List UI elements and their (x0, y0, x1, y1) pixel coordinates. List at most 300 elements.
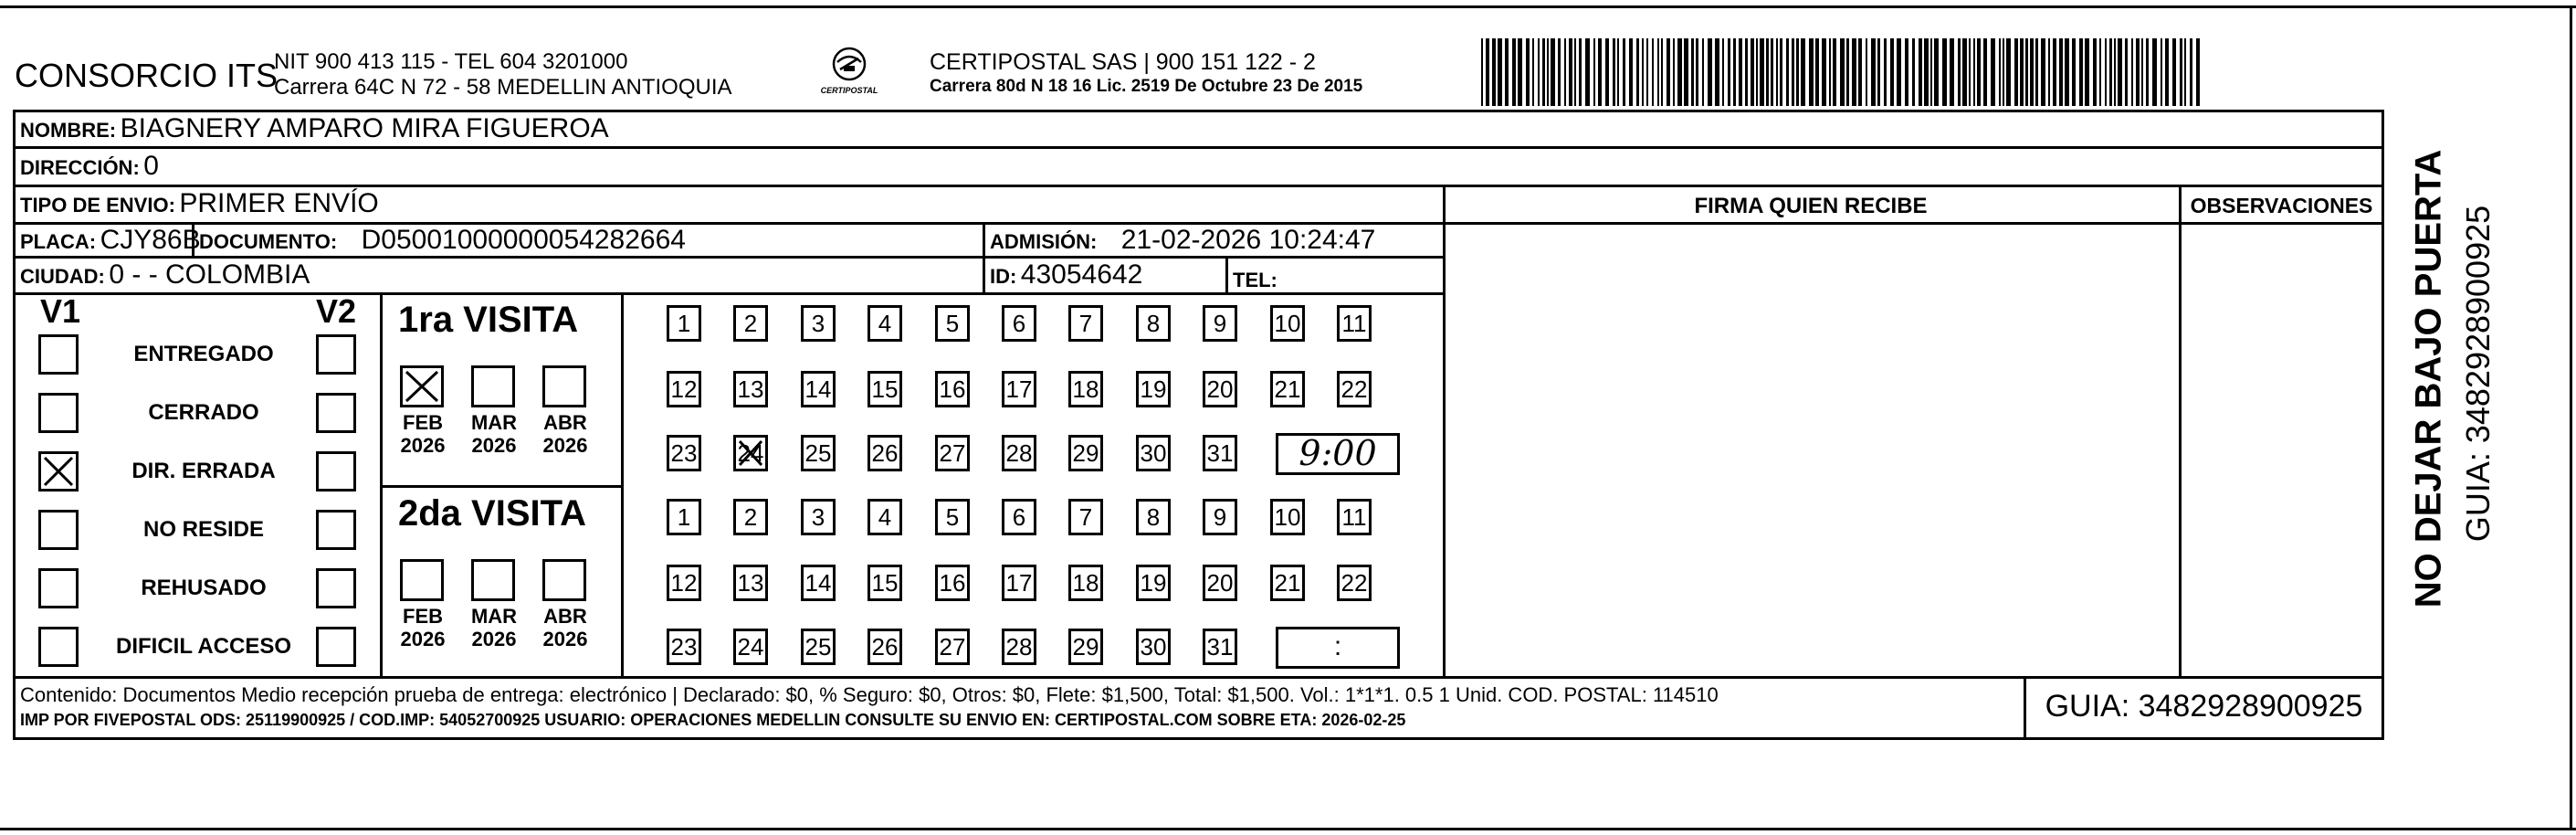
cell-divider (1225, 256, 1228, 292)
day-number: 17 (1005, 375, 1033, 403)
admision-label: ADMISIÓN: (990, 230, 1098, 253)
barcode-bar (1905, 38, 1908, 106)
bottom-cut-line (0, 828, 2576, 830)
barcode-bar (1542, 38, 1545, 106)
barcode-bar (1969, 38, 1971, 106)
day-number: 7 (1078, 310, 1093, 337)
barcode-bar (1846, 38, 1849, 106)
day-number: 31 (1206, 439, 1234, 467)
v2-checkbox-2[interactable] (316, 393, 356, 433)
month-year: 2026 (400, 434, 446, 457)
documento-cell (199, 225, 686, 256)
barcode-bar (1486, 38, 1489, 106)
second-visit-day-15[interactable] (867, 565, 902, 601)
observaciones-column-left (2179, 185, 2182, 676)
first-visit-day-29[interactable] (1068, 435, 1103, 471)
observaciones-area (2183, 227, 2382, 674)
day-number: 5 (945, 503, 960, 531)
day-number: 18 (1072, 375, 1099, 403)
day-number: 17 (1005, 569, 1033, 597)
x-mark (403, 368, 441, 405)
day-number: 10 (1274, 503, 1301, 531)
barcode-bar (1623, 38, 1625, 106)
first-visit-day-25[interactable] (801, 435, 836, 471)
first-visit-day-17[interactable] (1002, 371, 1036, 407)
barcode-bar (2146, 38, 2149, 106)
second-visit-day-16[interactable] (935, 565, 970, 601)
barcode-bar (1569, 38, 1572, 106)
second-visit-day-12[interactable] (667, 565, 701, 601)
first-visit-day-19[interactable] (1136, 371, 1171, 407)
barcode-bar (1498, 38, 1502, 106)
barcode-bar (1877, 38, 1880, 106)
barcode-bar (1629, 38, 1633, 106)
barcode-bar (2184, 38, 2186, 106)
barcode-bar (2152, 38, 2157, 106)
barcode-bar (1636, 38, 1639, 106)
reason-label: REHUSADO (141, 576, 267, 600)
barcode-bar (1983, 38, 1987, 106)
barcode-bar (1481, 38, 1483, 106)
day-number: 9 (1213, 310, 1227, 337)
day-number: 4 (878, 310, 892, 337)
barcode-bar (1822, 38, 1826, 106)
barcode-bar (1786, 38, 1789, 106)
day-number: 8 (1146, 503, 1161, 531)
firma-column-left (1443, 185, 1446, 676)
second-visit-day-17[interactable] (1002, 565, 1036, 601)
day-number: 27 (939, 633, 966, 661)
second-visit-day-2[interactable] (733, 499, 768, 535)
barcode-bar (2059, 38, 2063, 106)
day-number: 30 (1140, 439, 1167, 467)
day-number: 1 (677, 503, 691, 531)
reason-label: DIR. ERRADA (131, 459, 276, 483)
first-visit-month-label (533, 411, 597, 457)
carrier-line: CERTIPOSTAL SAS | 900 151 122 - 2 (930, 49, 1316, 75)
day-number: 29 (1072, 439, 1099, 467)
first-visit-day-24[interactable] (733, 435, 768, 471)
barcode-bar (1871, 38, 1876, 106)
barcode-bar (2093, 38, 2097, 106)
side-warning-text: NO DEJAR BAJO PUERTA (2408, 149, 2449, 608)
day-number: 16 (939, 375, 966, 403)
day-number: 23 (670, 633, 698, 661)
footer-imp-line: IMP POR FIVEPOSTAL ODS: 25119900925 / COD.IMP: 54052700925 USUARIO: OPERACIONES MEDELLIN CONSULTE SU ENVIO EN: CERTIPOSTAL.COM SOBRE ETA: 2026-02-25 (20, 711, 1406, 729)
first-visit-day-7[interactable] (1068, 305, 1103, 342)
barcode-bar (1919, 38, 1922, 106)
barcode-bar (2030, 38, 2034, 106)
day-number: 19 (1140, 375, 1167, 403)
footer-content-line: Contenido: Documentos Medio recepción prueba de entrega: electrónico | Declarado: $0, % Seguro: $0, Otros: $0, Flete: $1,500, Total: $1,500. Vol.: 1*1*1. 0.5 1 Unid. COD. POSTAL: 114510 (20, 683, 1719, 706)
day-number: 5 (945, 310, 960, 337)
first-visit-day-21[interactable] (1270, 371, 1305, 407)
v1-checkbox-4[interactable] (38, 510, 79, 550)
barcode-bar (1924, 38, 1929, 106)
first-visit-day-13[interactable] (733, 371, 768, 407)
month-name: MAR (470, 605, 518, 628)
ciudad-value: 0 - - COLOMBIA (109, 259, 310, 290)
day-number: 6 (1012, 503, 1026, 531)
v2-checkbox-3[interactable] (316, 451, 356, 491)
day-number: 8 (1146, 310, 1161, 337)
second-visit-title: 2da VISITA (398, 493, 586, 534)
second-visit-day-1[interactable] (667, 499, 701, 535)
logo-text: CERTIPOSTAL (820, 86, 878, 95)
day-number: 14 (804, 375, 832, 403)
v2-checkbox-5[interactable] (316, 568, 356, 608)
second-visit-day-29[interactable] (1068, 629, 1103, 665)
barcode-bar (1558, 38, 1561, 106)
barcode-bar (2161, 38, 2162, 106)
barcode-bar (1642, 38, 1644, 106)
first-visit-day-5[interactable] (935, 305, 970, 342)
day-number: 29 (1072, 633, 1099, 661)
row-divider (13, 256, 1445, 259)
barcode-bar (2072, 38, 2076, 106)
month-year: 2026 (400, 628, 446, 650)
barcode-bar (1756, 38, 1758, 106)
day-number: 25 (804, 439, 832, 467)
first-visit-day-22[interactable] (1337, 371, 1372, 407)
second-visit-day-5[interactable] (935, 499, 970, 535)
barcode-bar (2105, 38, 2107, 106)
row-divider (13, 292, 1445, 295)
second-visit-day-3[interactable] (801, 499, 836, 535)
first-visit-day-14[interactable] (801, 371, 836, 407)
first-visit-day-3[interactable] (801, 305, 836, 342)
barcode-bar (1958, 38, 1961, 106)
barcode-bar (1852, 38, 1856, 106)
barcode-bar (1505, 38, 1509, 106)
barcode-bar (1866, 38, 1867, 106)
barcode-bar (1551, 38, 1555, 106)
barcode-bar (2180, 38, 2182, 106)
v1-checkbox-1[interactable] (38, 334, 79, 375)
barcode-bar (1617, 38, 1619, 106)
barcode-bar (1801, 38, 1805, 106)
barcode-bar (1766, 38, 1769, 106)
barcode-bar (1613, 38, 1615, 106)
second-visit-day-10[interactable] (1270, 499, 1305, 535)
second-visit-day-26[interactable] (867, 629, 902, 665)
reason-label: DIFICIL ACCESO (115, 634, 291, 659)
second-visit-day-24[interactable] (733, 629, 768, 665)
barcode-bar (1930, 38, 1932, 106)
visit-time-value: 9:00 (1299, 433, 1377, 473)
day-number: 20 (1206, 375, 1234, 403)
footer-guia: GUIA: 3482928900925 (2045, 689, 2363, 724)
day-number: 13 (737, 375, 764, 403)
firma-signature-area (1447, 227, 2176, 674)
v1-checkbox-3[interactable] (38, 451, 79, 491)
barcode-bar (2125, 38, 2128, 106)
certipostal-logo (813, 46, 886, 102)
barcode-bar (2065, 38, 2069, 106)
barcode-bar (1667, 38, 1670, 106)
barcode-bar (1598, 38, 1602, 106)
first-visit-day-16[interactable] (935, 371, 970, 407)
first-visit-day-10[interactable] (1270, 305, 1305, 342)
barcode-bar (1574, 38, 1576, 106)
day-number: 3 (811, 503, 825, 531)
day-number: 31 (1206, 633, 1234, 661)
x-mark (41, 454, 76, 489)
barcode-bar (1518, 38, 1522, 106)
barcode-bar (1962, 38, 1967, 106)
first-visit-day-11[interactable] (1337, 305, 1372, 342)
second-visit-day-18[interactable] (1068, 565, 1103, 601)
admision-cell (990, 225, 1375, 256)
barcode-bar (1840, 38, 1845, 106)
barcode-bar (1684, 38, 1688, 106)
day-number: 13 (737, 569, 764, 597)
company-address: Carrera 64C N 72 - 58 MEDELLIN ANTIOQUIA (274, 75, 732, 100)
top-cut-line (0, 5, 2576, 8)
first-visit-day-8[interactable] (1136, 305, 1171, 342)
first-visit-day-30[interactable] (1136, 435, 1171, 471)
cell-divider (983, 222, 985, 292)
v1-checkbox-2[interactable] (38, 393, 79, 433)
second-visit-day-28[interactable] (1002, 629, 1036, 665)
barcode-bar (1829, 38, 1831, 106)
second-visit-day-13[interactable] (733, 565, 768, 601)
row-divider (1445, 222, 2384, 225)
month-year: 2026 (471, 628, 517, 650)
barcode-bar (1884, 38, 1887, 106)
barcode-bar (1771, 38, 1773, 106)
company-name: CONSORCIO ITS (15, 57, 279, 94)
barcode-bar (1792, 38, 1794, 106)
second-visit-month-box-abr[interactable] (542, 559, 586, 601)
barcode-bar (1564, 38, 1566, 106)
day-number: 15 (871, 569, 899, 597)
barcode-bar (1728, 38, 1730, 106)
barcode-bar (1702, 38, 1704, 106)
direccion-value: 0 (143, 151, 159, 181)
barcode-bar (2136, 38, 2140, 106)
day-number: 4 (878, 503, 892, 531)
barcode-bar (2035, 38, 2038, 106)
first-visit-day-1[interactable] (667, 305, 701, 342)
barcode-bar (2041, 38, 2045, 106)
second-visit-day-31[interactable] (1203, 629, 1237, 665)
first-visit-time-box[interactable] (1276, 433, 1400, 475)
barcode-bar (1973, 38, 1975, 106)
barcode-bar (2085, 38, 2089, 106)
barcode-bar (2114, 38, 2116, 106)
nombre-value: BIAGNERY AMPARO MIRA FIGUEROA (120, 113, 609, 143)
reason-label: CERRADO (148, 400, 259, 425)
months-divider (621, 292, 624, 676)
barcode-bar (2014, 38, 2018, 106)
v2-checkbox-6[interactable] (316, 627, 356, 667)
right-edge-line (2570, 5, 2572, 828)
barcode-bar (1593, 38, 1595, 106)
first-visit-day-31[interactable] (1203, 435, 1237, 471)
side-guia-text: GUIA: 3482928900925 (2459, 205, 2497, 543)
ciudad-cell (20, 259, 310, 291)
day-number: 2 (743, 503, 758, 531)
barcode-bar (2079, 38, 2083, 106)
barcode-bar (1579, 38, 1582, 106)
day-number: 24 (737, 633, 764, 661)
barcode-bar (1942, 38, 1947, 106)
month-year: 2026 (471, 434, 517, 457)
id-value: 43054642 (1020, 259, 1143, 290)
documento-label: DOCUMENTO: (199, 230, 338, 253)
barcode-bar (1646, 38, 1648, 106)
barcode-bar (1532, 38, 1534, 106)
id-cell (990, 259, 1142, 291)
tipo-envio-row (20, 188, 379, 219)
day-number: 28 (1005, 633, 1033, 661)
license-line: Carrera 80d N 18 16 Lic. 2519 De Octubre 23 De 2015 (930, 77, 1363, 96)
first-visit-day-26[interactable] (867, 435, 902, 471)
second-visit-time-box[interactable] (1276, 627, 1400, 669)
barcode-bar (1652, 38, 1654, 106)
barcode-bar (2006, 38, 2011, 106)
barcode-bar (1858, 38, 1862, 106)
month-name: ABR (543, 411, 587, 434)
day-number: 26 (871, 633, 899, 661)
month-name: ABR (543, 605, 587, 628)
second-visit-day-11[interactable] (1337, 499, 1372, 535)
day-number: 2 (743, 310, 758, 337)
second-visit-day-9[interactable] (1203, 499, 1237, 535)
barcode-bar (1661, 38, 1663, 106)
barcode-bar (2196, 38, 2200, 106)
barcode-bar (2048, 38, 2050, 106)
side-warning (2385, 146, 2497, 658)
first-visit-day-28[interactable] (1002, 435, 1036, 471)
second-visit-month-box-feb[interactable] (400, 559, 444, 601)
first-visit-month-box-abr[interactable] (542, 365, 586, 407)
barcode-bar (2118, 38, 2122, 106)
v1-checkbox-5[interactable] (38, 568, 79, 608)
second-visit-day-30[interactable] (1136, 629, 1171, 665)
v1-label: V1 (40, 292, 81, 330)
second-visit-day-14[interactable] (801, 565, 836, 601)
barcode-bar (1492, 38, 1496, 106)
barcode-bar (1760, 38, 1764, 106)
barcode-bar (1934, 38, 1939, 106)
first-visit-day-27[interactable] (935, 435, 970, 471)
first-visit-month-box-mar[interactable] (471, 365, 515, 407)
day-number: 27 (939, 439, 966, 467)
v1-checkbox-6[interactable] (38, 627, 79, 667)
second-visit-day-7[interactable] (1068, 499, 1103, 535)
day-number: 6 (1012, 310, 1026, 337)
day-number: 9 (1213, 503, 1227, 531)
barcode-bar (1751, 38, 1754, 106)
barcode-bar (1673, 38, 1675, 106)
barcode-bar (1696, 38, 1698, 106)
visit-time-value: : (1333, 631, 1342, 661)
barcode-bar (2165, 38, 2169, 106)
day-number: 3 (811, 310, 825, 337)
first-visit-day-4[interactable] (867, 305, 902, 342)
first-visit-month-label (391, 411, 455, 457)
barcode-bar (1890, 38, 1894, 106)
v2-label: V2 (316, 292, 357, 330)
second-visit-day-19[interactable] (1136, 565, 1171, 601)
observaciones-header: OBSERVACIONES (2190, 194, 2373, 217)
first-visit-title: 1ra VISITA (398, 300, 579, 340)
first-visit-day-2[interactable] (733, 305, 768, 342)
month-year: 2026 (542, 628, 588, 650)
second-visit-day-25[interactable] (801, 629, 836, 665)
first-visit-day-6[interactable] (1002, 305, 1036, 342)
barcode-bar (1715, 38, 1719, 106)
barcode-bar (1991, 38, 1995, 106)
barcode-bar (2020, 38, 2024, 106)
second-visit-day-27[interactable] (935, 629, 970, 665)
barcode-bar (1897, 38, 1901, 106)
month-name: FEB (403, 605, 443, 628)
placa-label: PLACA: (20, 230, 97, 253)
first-visit-day-15[interactable] (867, 371, 902, 407)
barcode-bar (1512, 38, 1516, 106)
barcode-bar (1977, 38, 1981, 106)
first-visit-day-12[interactable] (667, 371, 701, 407)
day-number: 11 (1341, 503, 1367, 531)
barcode-bar (1691, 38, 1694, 106)
reason-label: NO RESIDE (142, 517, 265, 542)
day-number: 25 (804, 633, 832, 661)
documento-value: D05001000000054282664 (361, 225, 686, 255)
barcode-bar (2131, 38, 2133, 106)
reason-label: ENTREGADO (133, 342, 274, 366)
v2-checkbox-1[interactable] (316, 334, 356, 375)
day-number: 14 (804, 569, 832, 597)
nombre-label: NOMBRE: (20, 119, 117, 142)
second-visit-day-23[interactable] (667, 629, 701, 665)
first-visit-day-23[interactable] (667, 435, 701, 471)
second-visit-month-label (533, 605, 597, 650)
second-visit-day-4[interactable] (867, 499, 902, 535)
first-visit-day-20[interactable] (1203, 371, 1237, 407)
month-name: FEB (403, 411, 443, 434)
footer-divider (13, 676, 2384, 679)
second-visit-day-22[interactable] (1337, 565, 1372, 601)
second-visit-day-20[interactable] (1203, 565, 1237, 601)
second-visit-month-box-mar[interactable] (471, 559, 515, 601)
second-visit-day-8[interactable] (1136, 499, 1171, 535)
month-year: 2026 (542, 434, 588, 457)
first-visit-day-18[interactable] (1068, 371, 1103, 407)
second-visit-day-21[interactable] (1270, 565, 1305, 601)
day-number: 22 (1341, 569, 1368, 597)
second-visit-day-6[interactable] (1002, 499, 1036, 535)
placa-cell (20, 225, 201, 256)
second-visit-month-label (391, 605, 455, 650)
day-number: 19 (1140, 569, 1167, 597)
first-visit-month-box-feb[interactable] (400, 365, 444, 407)
day-number: 15 (871, 375, 899, 403)
barcode-bar (1733, 38, 1736, 106)
second-visit-month-label (462, 605, 526, 650)
barcode-bar (1585, 38, 1590, 106)
barcode-bar (2109, 38, 2112, 106)
first-visit-day-9[interactable] (1203, 305, 1237, 342)
tel-cell (1233, 263, 1277, 294)
nombre-row (20, 113, 609, 144)
reasons-divider (380, 292, 383, 676)
v2-checkbox-4[interactable] (316, 510, 356, 550)
barcode-bar (1999, 38, 2001, 106)
barcode-bar (1815, 38, 1819, 106)
